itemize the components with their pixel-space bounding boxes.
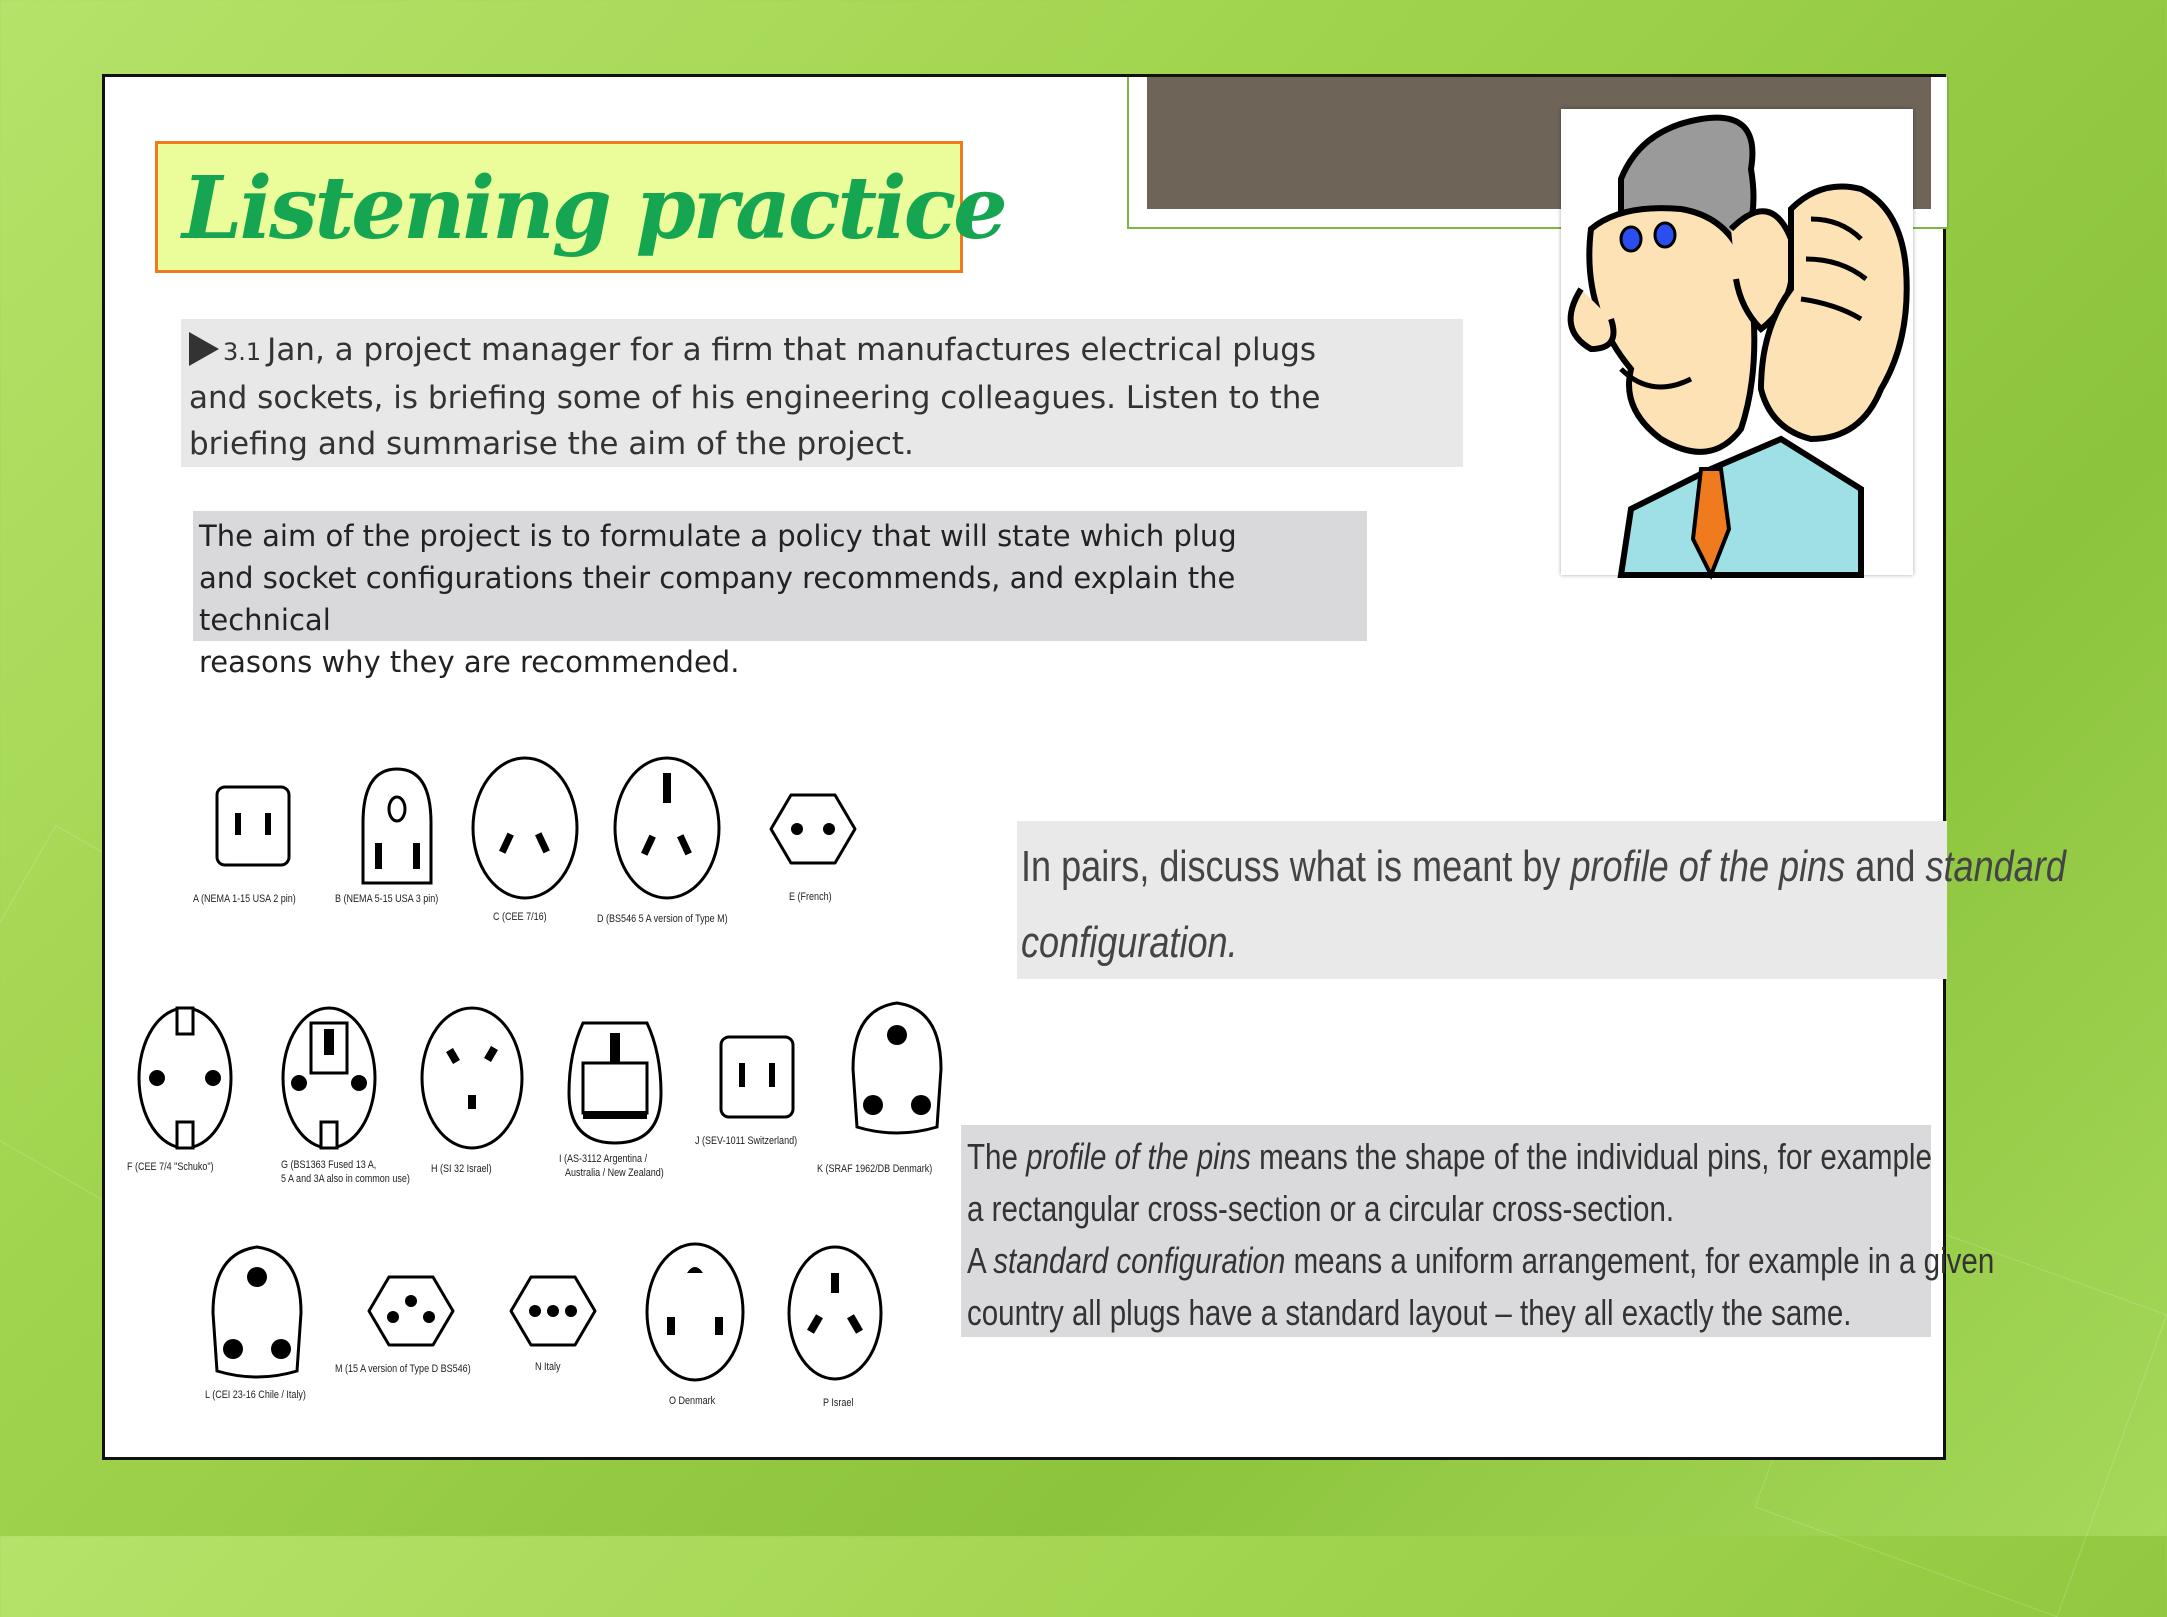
- listening-man-cartoon: [1561, 109, 1913, 575]
- explanation-line: a rectangular cross-section or a circular cross-section.: [967, 1188, 1675, 1229]
- track-number: 3.1: [223, 338, 262, 366]
- plug-type-d: [611, 753, 723, 903]
- answer-box: [193, 511, 1367, 679]
- explanation-part: means the shape of the individual pins, for example: [1250, 1136, 1932, 1177]
- explanation-line: country all plugs have a standard layout – they all exactly the same.: [967, 1292, 1852, 1333]
- plug-label: G (BS1363 Fused 13 A,: [281, 1159, 377, 1171]
- plug-type-l: [207, 1243, 307, 1383]
- pairs-text-part: and: [1845, 842, 1926, 891]
- plug-type-c: [469, 753, 581, 903]
- plug-label: N Italy: [535, 1361, 561, 1373]
- answer-line: reasons why they are recommended.: [199, 645, 740, 679]
- answer-text: [199, 515, 1365, 683]
- plug-label: B (NEMA 5-15 USA 3 pin): [335, 893, 439, 905]
- instruction-line: and sockets, is briefing some of his engineering colleagues. Listen to the: [189, 380, 1321, 416]
- answer-line: The aim of the project is to formulate a policy that will state which plug: [199, 519, 1237, 553]
- plug-label: P Israel: [823, 1397, 854, 1409]
- explanation-part: A: [967, 1240, 994, 1281]
- plug-type-p: [785, 1243, 885, 1383]
- play-icon: [189, 332, 219, 366]
- plug-label: L (CEI 23-16 Chile / Italy): [205, 1389, 306, 1401]
- plug-label: D (BS546 5 A version of Type M): [597, 913, 728, 925]
- plug-type-g: [277, 1003, 381, 1153]
- instruction-line: Jan, a project manager for a firm that manufactures electrical plugs: [267, 332, 1317, 368]
- plug-type-o: [643, 1239, 747, 1385]
- answer-line: and socket configurations their company recommends, and explain the technical: [199, 561, 1236, 637]
- plug-type-h: [417, 1003, 527, 1153]
- plug-type-k: [847, 999, 947, 1139]
- plug-type-j: [717, 1033, 797, 1123]
- explanation-italic: standard configuration: [993, 1240, 1286, 1281]
- plug-label: J (SEV-1011 Switzerland): [695, 1135, 798, 1147]
- plug-type-i: [563, 1013, 667, 1149]
- plug-types-diagram: [121, 733, 971, 1413]
- explanation-box: [961, 1125, 1995, 1337]
- plug-type-n: [507, 1273, 599, 1349]
- plug-label: 5 A and 3A also in common use): [281, 1173, 410, 1185]
- cartoon-illustration: [1561, 109, 1913, 575]
- plug-type-e: [767, 791, 859, 867]
- pairs-text-italic: standard: [1925, 842, 2066, 891]
- instruction-box: [181, 319, 1463, 467]
- pairs-text-italic: profile of the pins: [1570, 842, 1846, 891]
- instruction-text: [189, 327, 1457, 467]
- plug-label: O Denmark: [669, 1395, 716, 1407]
- pairs-text-part: In pairs, discuss what is meant by: [1021, 842, 1571, 891]
- explanation-part: means a uniform arrangement, for example in a given: [1285, 1240, 1995, 1281]
- plug-label: H (SI 32 Israel): [431, 1163, 492, 1175]
- plug-label: I (AS-3112 Argentina /: [559, 1153, 648, 1165]
- plug-type-a: [213, 783, 293, 873]
- plug-type-b: [357, 763, 437, 887]
- plug-label: A (NEMA 1-15 USA 2 pin): [193, 893, 296, 905]
- pairs-text-italic: configuration.: [1021, 918, 1238, 967]
- pairs-discussion-box: [1017, 821, 2066, 979]
- explanation-italic: profile of the pins: [1026, 1136, 1251, 1177]
- explanation-text: [967, 1131, 1995, 1339]
- plug-label: E (French): [789, 891, 832, 903]
- plug-type-m: [365, 1273, 457, 1349]
- plug-label: F (CEE 7/4 "Schuko"): [127, 1161, 214, 1173]
- plug-label: C (CEE 7/16): [493, 911, 547, 923]
- pairs-discussion-text: [1021, 829, 2066, 981]
- slide-title: Listening practice: [182, 158, 1005, 259]
- title-box: [155, 141, 1005, 273]
- plug-label: M (15 A version of Type D BS546): [335, 1363, 471, 1375]
- slide: [102, 74, 2066, 1460]
- plug-label: Australia / New Zealand): [565, 1167, 664, 1179]
- explanation-part: The: [967, 1136, 1027, 1177]
- plug-label: K (SRAF 1962/DB Denmark): [817, 1163, 933, 1175]
- instruction-line: briefing and summarise the aim of the project.: [189, 426, 914, 462]
- plug-type-f: [133, 1003, 237, 1153]
